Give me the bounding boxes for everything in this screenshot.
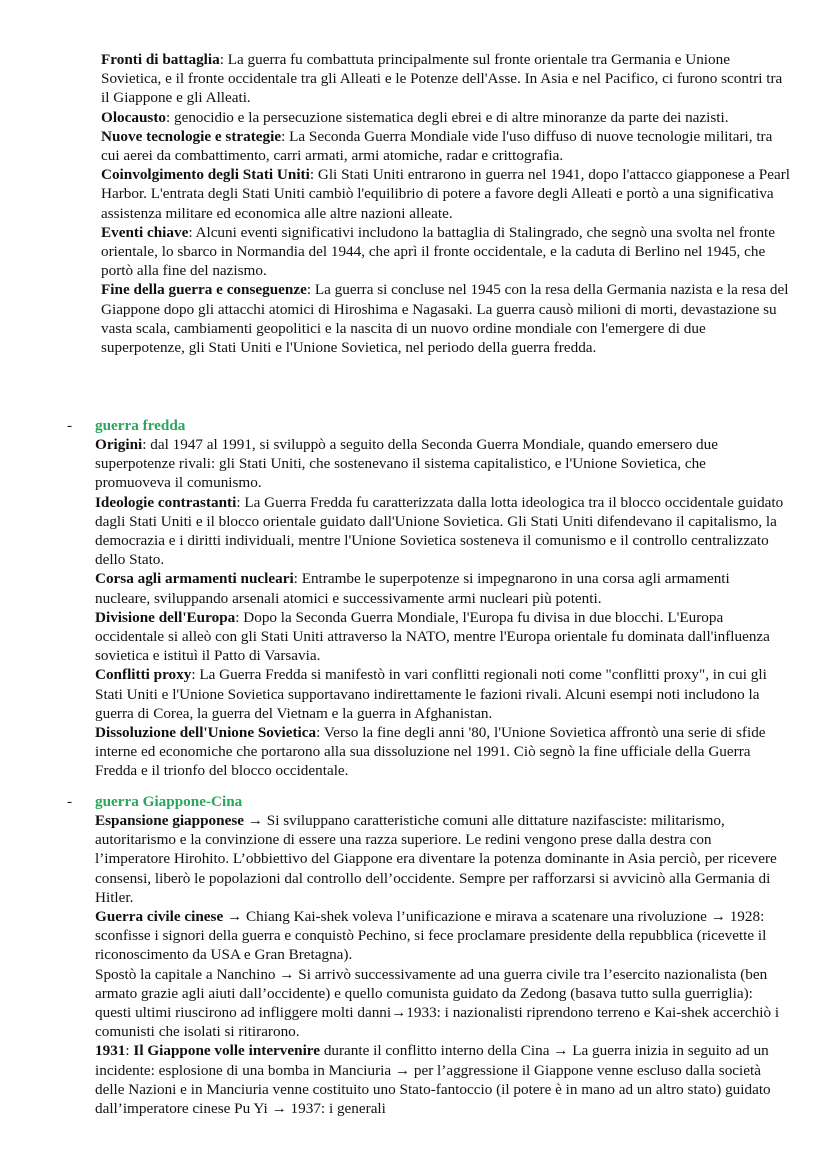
term: Conflitti proxy (95, 666, 192, 684)
paragraph-japanese-expansion (95, 811, 785, 907)
list-dash: - (67, 793, 73, 810)
description: : La Guerra Fredda si manifestò in vari conflitti regionali noti come "conflitti proxy", in cui gli Stati Uniti e l'Unione Sovietica supportavano indirettamente le fazioni rivali. Alcuni esempi noti includono la guerra di Corea, la guerra del Vietnam e la guerra in Afghanistan. (95, 666, 767, 722)
term: Nuove tecnologie e strategie (101, 127, 282, 145)
paragraph-1931 (95, 1041, 785, 1118)
ww2-item-technologies (101, 127, 791, 165)
term: Origini (95, 436, 143, 453)
description: : Gli Stati Uniti entrarono in guerra nel 1941, dopo l'attacco giapponese a Pearl Harbor. L'entrata degli Stati Uniti cambiò l'equilibrio di potere a favore degli Alleati e portò a una significativa assistenza militare ed economica alle altre nazioni alleate. (101, 166, 791, 222)
description: : La guerra si concluse nel 1945 con la resa della Germania nazista e la resa del Giappone dopo gli attacchi atomici di Hiroshima e Nagasaki. La guerra causò milioni di morti, devastazione su vasta scala, cambiamenti geopolitici e la nascita di un nuovo ordine mondiale con l'emergere di due superpotenze, gli Stati Uniti e l'Unione Sovietica, nel periodo della guerra fredda. (101, 281, 789, 357)
ww2-item-battle-fronts (101, 50, 791, 108)
ww2-item-key-events (101, 223, 791, 281)
year: 1931 (95, 1042, 126, 1060)
section-title: guerra Giappone-Cina (95, 793, 243, 810)
description: Spostò la capitale a Nanchino → Si arrivò successivamente ad una guerra civile tra l’esercito nazionalista (ben armato grazie agli aiuti dall’occidente) e quello comunista guidato da Zedong (basava tutto sulla guerriglia): questi ultimi riuscirono ad infliggere molti danni→1933: i nazionalisti riprendono terreno e Kai-shek accerchiò i comunisti che isolati si ritirarono. (95, 965, 780, 1041)
ww2-notes (101, 50, 791, 357)
description: : Dopo la Seconda Guerra Mondiale, l'Europa fu divisa in due blocchi. L'Europa occidentale si alleò con gli Stati Uniti attraverso la NATO, mentre l'Europa orientale fu dominata dall'influenza sovietica e istituì il Patto di Varsavia. (95, 608, 770, 665)
term: Fronti di battaglia (101, 51, 220, 68)
term: Corsa agli armamenti nucleari (95, 570, 294, 588)
list-item (95, 435, 785, 493)
description: : La Seconda Guerra Mondiale vide l'uso diffuso di nuove tecnologie militari, tra cui aerei da combattimento, carri armati, armi atomiche, radar e crittografia. (101, 127, 773, 165)
term: Eventi chiave (101, 223, 189, 241)
description: : La guerra fu combattuta principalmente sul fronte orientale tra Germania e Unione Sovietica, e il fronte occidentale tra gli Alleati e le Potenze dell'Asse. In Asia e nel Pacifico, ci furono scontri tra il Giappone e gli Alleati. (101, 51, 783, 107)
term: Guerra civile cinese → (95, 908, 243, 926)
description: Chiang Kai-shek voleva l’unificazione e mirava a scatenare una rivoluzione → 1928: sconfisse i signori della guerra e conquistò Pechino, si fece proclamare presidente della repubblica (ricevette il riconoscimento da USA e Gran Bretagna). (95, 908, 767, 964)
paragraph-chinese-civil-war (95, 907, 785, 965)
list-item (95, 569, 785, 607)
description: : dal 1947 al 1991, si sviluppò a seguito della Seconda Guerra Mondiale, quando emersero due superpotenze rivali: gli Stati Uniti, che sostenevano il sistema capitalistico, e l'Unione Sovietica, che promuoveva il comunismo. (95, 436, 718, 492)
list-item (95, 493, 785, 570)
description: durante il conflitto interno della Cina → La guerra inizia in seguito ad un incidente: esplosione di una bomba in Manciuria → per l’aggressione il Giappone venne escluso dalla società delle Nazioni e in Manciuria venne costituito uno Stato-fantoccio (il potere è in mano ad un altro stato) guidato dall’imperatore cinese Pu Yi → 1937: i generali (95, 1042, 771, 1118)
description: : Alcuni eventi significativi includono la battaglia di Stalingrado, che segnò una svolta nel fronte orientale, lo sbarco in Normandia del 1944, che aprì il fronte occidentale, e la caduta di Berlino nel 1945, che portò alla fine del nazismo. (101, 223, 776, 280)
section-title: guerra fredda (95, 417, 186, 434)
section-body (95, 435, 785, 781)
description: → Si sviluppano caratteristiche comuni alle dittature nazifasciste: militarismo, autoritarismo e la convinzione di essere una razza superiore. Le redini vengono prese dalla destra con l’imperatore Hirohito. L’obbiettivo del Giappone era diventare la potenza dominante in Asia perciò, per ricevere consensi, liberò le popolazioni dal controllo dell’occidente. Sempre per rafforzarsi si avvicinò alla Germania di Hitler. (95, 812, 777, 906)
separator: : (125, 1042, 134, 1060)
ww2-item-us-involvement (101, 165, 791, 223)
term: Dissoluzione dell'Unione Sovietica (95, 724, 317, 742)
list-dash: - (67, 417, 73, 434)
description: : La Guerra Fredda fu caratterizzata dalla lotta ideologica tra il blocco occidentale guidato dagli Stati Uniti e il blocco orientale guidato dall'Unione Sovietica. Gli Stati Uniti difendevano il capitalismo, la democrazia e i diritti individuali, mentre l'Unione Sovietica sosteneva il comunismo e il controllo centralizzato dello Stato. (95, 493, 784, 569)
term: Divisione dell'Europa (95, 608, 236, 626)
section-body (95, 811, 785, 1118)
description: : Verso la fine degli anni '80, l'Unione Sovietica affrontò una serie di sfide interne ed economiche che portarono alla sua dissoluzione nel 1991. Ciò segnò la fine ufficiale della Guerra Fredda e il trionfo del blocco occidentale. (95, 724, 766, 780)
term: Il Giappone volle intervenire (133, 1042, 321, 1060)
term: Ideologie contrastanti (95, 493, 237, 511)
paragraph-nanchino (95, 965, 785, 1042)
description: : Entrambe le superpotenze si impegnarono in una corsa agli armamenti nucleare, sviluppando arsenali atomici e successivamente armi nucleari più potenti. (95, 570, 730, 607)
description: : genocidio e la persecuzione sistematica degli ebrei e di altre minoranze da parte dei nazisti. (165, 108, 729, 126)
term: Fine della guerra e conseguenze (101, 281, 307, 299)
ww2-item-holocaust (101, 108, 791, 127)
term: Espansione giapponese (95, 812, 244, 829)
list-item (95, 608, 785, 666)
term: Coinvolgimento degli Stati Uniti (101, 166, 310, 184)
term: Olocausto (101, 108, 166, 126)
ww2-item-end-consequences (101, 280, 791, 357)
list-item (95, 665, 785, 723)
list-item (95, 723, 785, 781)
